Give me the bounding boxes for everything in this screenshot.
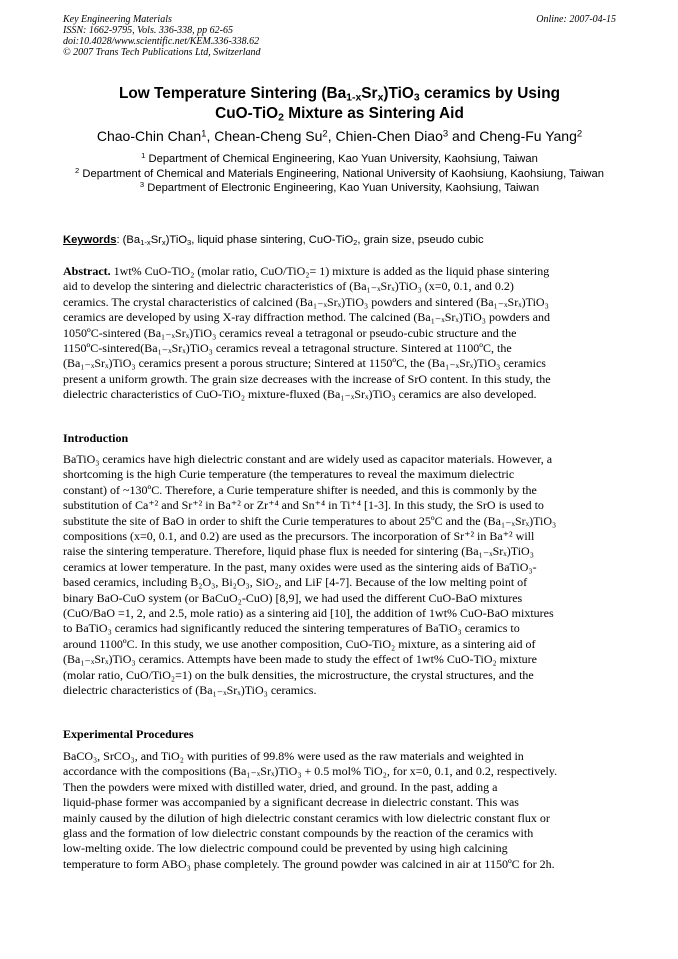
- abstract-line: ceramics are developed by using X-ray diffraction method. The calcined (Ba₁₋ₓSrₓ)TiO₃ powders and: [63, 310, 550, 325]
- intro-line: compositions (x=0, 0.1, and 0.2) are used as the precursors. The incorporation of Sr⁺² in Ba⁺² will: [63, 529, 535, 544]
- experimental-line: accordance with the compositions (Ba₁₋ₓSrₓ)TiO₃ + 0.5 mol% TiO₂, for x=0, 0.1, and 0.2, respectively.: [63, 764, 558, 779]
- keyword-text: , liquid phase sintering, CuO-TiO: [191, 234, 354, 246]
- intro-line: (CuO/BaO =1, 2, and 2.5, mole ratio) as a sintering aid [10], the addition of 1wt% CuO-BaO mixtures: [63, 606, 554, 621]
- title-text: Low Temperature Sintering (Ba: [118, 85, 347, 102]
- intro-line: to BaTiO₃ ceramics had significantly reduced the sintering temperatures of BaTiO₃ ceramics to: [63, 621, 520, 636]
- affiliation: [63, 181, 616, 196]
- title-text: CuO-TiO: [215, 105, 279, 122]
- keywords-label: Keywords: [63, 234, 117, 246]
- keywords: [63, 233, 616, 247]
- affiliation-mark: 3: [139, 180, 145, 190]
- affiliation-mark: 2: [75, 165, 80, 175]
- intro-line: BaTiO₃ ceramics have high dielectric constant and are widely used as capacitor materials. However, a: [63, 452, 553, 466]
- keyword-text: Sr: [150, 234, 162, 246]
- intro-line: around 1100ºC. In this study, we use another composition, CuO-TiO₂ mixture, as a sintering aid of: [63, 636, 536, 651]
- copyright-line: © 2007 Trans Tech Publications Ltd, Switzerland: [63, 47, 261, 58]
- intro-line: substitute the site of BaO in order to shift the Curie temperatures to about 25ºC and the (Ba₁₋ₓSrₓ)TiO₃: [63, 513, 557, 528]
- abstract-line: ceramics. The crystal characteristics of calcined (Ba₁₋ₓSrₓ)TiO₃ powders and sintered (Ba₁₋ₓSrₓ)TiO₃: [63, 294, 549, 309]
- author-list: [63, 128, 616, 145]
- author-name: , Chien-Chen Diao: [327, 128, 443, 144]
- experimental-line: liquid-phase former was accompanied by a significant decrease in dielectric constant. This was: [63, 795, 519, 810]
- abstract-line: (Ba₁₋ₓSrₓ)TiO₃ ceramics present a porous structure; Sintered at 1150ºC, the (Ba₁₋ₓSrₓ)TiO₃ ceramics: [63, 356, 546, 371]
- affiliation-text: Department of Chemical and Materials Engineering, National University of Kaohsiung, Kaohsiung, Taiwan: [79, 167, 604, 180]
- author-name: and Cheng-Fu Yang: [448, 128, 577, 144]
- keyword-text: (Ba: [119, 234, 141, 246]
- abstract-line: present a uniform growth. The grain size decreases with the increase of SrO content. In this study, the: [63, 371, 551, 386]
- author-affil-mark: 2: [576, 128, 583, 140]
- abstract-line: 1150ºC-sintered(Ba₁₋ₓSrₓ)TiO₃ ceramics reveal a tetragonal structure. Sintered at 1100ºC, the: [63, 341, 512, 356]
- experimental-line: BaCO₃, SrCO₃, and TiO₂ with purities of 99.8% were used as the raw materials and weighted in: [63, 749, 524, 763]
- experimental-line: mainly caused by the dilution of high dielectric constant ceramics with low dielectric constant flux or: [63, 810, 550, 825]
- title-sub: 1-x: [346, 92, 362, 104]
- title-sub: 3: [413, 92, 420, 104]
- intro-line: dielectric characteristics of (Ba₁₋ₓSrₓ)TiO₃ ceramics.: [63, 683, 317, 698]
- experimental-line: low-melting oxide. The low dielectric compound could be prevented by using high calcining: [63, 841, 508, 856]
- paper-title: [63, 84, 616, 124]
- journal-name: Key Engineering Materials: [63, 14, 172, 25]
- section-heading-introduction: Introduction: [63, 431, 129, 445]
- experimental-line: Then the powders were mixed with distilled water, dried, and ground. In the past, adding a: [63, 779, 498, 794]
- author-affil-mark: 1: [201, 128, 207, 140]
- affiliation: [63, 152, 616, 167]
- affiliation-text: Department of Electronic Engineering, Kao Yuan University, Kaohsiung, Taiwan: [144, 182, 540, 194]
- abstract-label: Abstract.: [63, 264, 111, 278]
- abstract: [63, 264, 616, 403]
- affiliations: [63, 152, 616, 196]
- intro-line: based ceramics, including B₂O₃, Bi₂O₃, SiO₂, and LiF [4-7]. Because of the low melting point of: [63, 575, 528, 590]
- keyword-sub: 2: [353, 237, 358, 247]
- introduction-body: [63, 452, 616, 699]
- title-text: Mixture as Sintering Aid: [283, 105, 464, 122]
- keyword-sub: 1-x: [140, 237, 151, 247]
- issn-line: ISSN: 1662-9795, Vols. 336-338, pp 62-65: [63, 25, 233, 36]
- intro-line: substitution of Ca⁺² and Sr⁺² in Ba⁺² or Zr⁺⁴ and Sn⁺⁴ in Ti⁺⁴ [1-3]. In this study, the SrO is used to: [63, 498, 544, 513]
- keywords-colon: :: [116, 234, 120, 246]
- author-affil-mark: 3: [442, 128, 449, 140]
- abstract-line: 1wt% CuO-TiO₂ (molar ratio, CuO/TiO₂= 1) mixture is added as the liquid phase sintering: [110, 264, 550, 278]
- title-text: ceramics by Using: [419, 85, 561, 102]
- title-sub: 2: [278, 112, 284, 124]
- intro-line: ceramics at lower temperature. In the past, many oxides were used as the sintering aids of BaTiO₃-: [63, 559, 537, 574]
- affiliation-mark: 1: [141, 151, 146, 161]
- author-affil-mark: 2: [322, 128, 328, 140]
- keyword-sub: 3: [187, 237, 192, 247]
- experimental-line: temperature to form ABO₃ phase completely. The ground powder was calcined in air at 1150ºC for 2h.: [63, 856, 555, 871]
- affiliation: [63, 167, 616, 182]
- section-heading-experimental: Experimental Procedures: [63, 727, 194, 741]
- author-name: , Chean-Cheng Su: [206, 128, 323, 144]
- intro-line: (Ba₁₋ₓSrₓ)TiO₃ ceramics. Attempts have been made to study the effect of 1wt% CuO-TiO₂ mixture: [63, 652, 537, 667]
- abstract-line: dielectric characteristics of CuO-TiO₂ mixture-fluxed (Ba₁₋ₓSrₓ)TiO₃ ceramics are also developed.: [63, 387, 537, 402]
- abstract-line: aid to develop the sintering and dielectric characteristics of (Ba₁₋ₓSrₓ)TiO₃ (x=0, 0.1, and 0.2): [63, 279, 514, 294]
- title-text: Sr: [361, 85, 378, 102]
- experimental-line: glass and the formation of low dielectric constant compounds by the reaction of the ceramics with: [63, 826, 534, 841]
- title-text: )TiO: [383, 85, 414, 102]
- doi-line[interactable]: doi:10.4028/www.scientific.net/KEM.336-338.62: [63, 36, 260, 47]
- intro-line: binary BaO-CuO system (or BaCuO₂-CuO) [8,9], we had used the different CuO-BaO mixtures: [63, 590, 523, 605]
- online-date: Online: 2007-04-15: [536, 14, 616, 25]
- journal-header: [63, 14, 616, 58]
- keyword-text: , grain size, pseudo cubic: [357, 234, 484, 246]
- intro-line: shortcoming is the high Curie temperature (the temperatures to reveal the maximum dielectric: [63, 467, 515, 482]
- affiliation-text: Department of Chemical Engineering, Kao Yuan University, Kaohsiung, Taiwan: [145, 153, 538, 165]
- intro-line: (molar ratio, CuO/TiO₂=1) on the bulk densities, the microstructure, the crystal structures, and the: [63, 667, 534, 682]
- keyword-sub: x: [161, 237, 166, 247]
- intro-line: constant) of ~130ºC. Therefore, a Curie temperature shifter is needed, and this is commonly by the: [63, 482, 537, 497]
- experimental-body: [63, 749, 616, 872]
- title-sub: x: [377, 92, 384, 104]
- keyword-text: )TiO: [165, 234, 188, 246]
- abstract-line: 1050ºC-sintered (Ba₁₋ₓSrₓ)TiO₃ ceramics reveal a tetragonal or pseudo-cubic structure and the: [63, 325, 517, 340]
- author-name: Chao-Chin Chan: [96, 128, 202, 144]
- intro-line: raise the sintering temperature. Therefore, liquid phase flux is needed for sintering (Ba₁₋ₓSrₓ)TiO₃: [63, 544, 534, 559]
